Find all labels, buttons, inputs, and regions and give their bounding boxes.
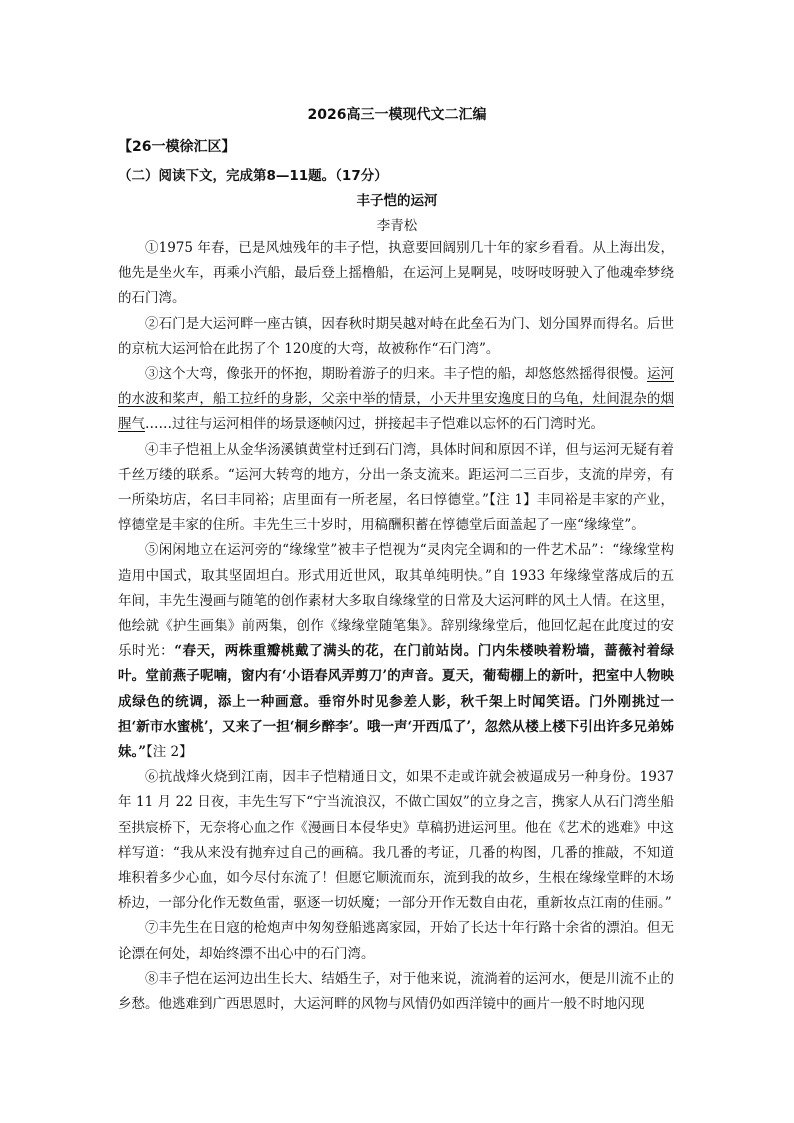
article-body <box>118 236 674 1017</box>
paragraph-3-tail: ……过往与运河相伴的场景逐帧闪过，拼接起丰子恺难以忘怀的石门湾时光。 <box>145 416 604 433</box>
paragraph-4: ④丰子恺祖上从金华汤溪镇黄堂村迁到石门湾，具体时间和原因不详，但与运河无疑有着千丝万缕的联系。“运河大转弯的地方，分出一条支流来。距运河二三百步，支流的岸旁，有一所染坊店，名曰丰同裕；店里面有一所老屋，名曰惇德堂。”【注 1】丰同裕是丰家的产业，惇德堂是丰家的住所。丰先生三十岁时，用稿酬积蓄在惇德堂后面盖起了一座“缘缘堂”。 <box>118 441 674 534</box>
document-title: 2026高三一模现代文二汇编 <box>307 107 487 123</box>
question-instructions: （二）阅读下文，完成第8—11题。（17分） <box>118 168 388 184</box>
section-tag: 【26一模徐汇区】 <box>118 139 236 155</box>
paragraph-2: ②石门是大运河畔一座古镇，因春秋时期吴越对峙在此垒石为门、划分国界而得名。后世的京杭大运河恰在此拐了个 120度的大弯，故被称作“石门湾”。 <box>118 315 674 357</box>
paragraph-3 <box>118 362 674 438</box>
paragraph-7: ⑦丰先生在日寇的枪炮声中匆匆登船逃离家园，开始了长达十年行路十余省的漂泊。但无论漂在何处，却始终漂不出心中的石门湾。 <box>118 920 674 962</box>
paragraph-1: ①1975 年春，已是风烛残年的丰子恺，执意要回阔别几十年的家乡看看。从上海出发，他先是坐火车，再乘小汽船，最后登上摇橹船，在运河上晃啊晃，吱呀吱呀驶入了他魂牵梦绕的石门湾。 <box>118 240 674 307</box>
article-author: 李青松 <box>376 218 418 234</box>
paragraph-5-lead: ⑤闲闲地立在运河旁的“缘缘堂”被丰子恺视为“灵肉完全调和的一件艺术品”：“缘缘堂构造用中国式，取其坚固坦白。形式用近世风，取其单纯明快。”自 1933 年缘缘堂落成后的五年间，丰先生漫画与随笔的创作素材大多取自缘缘堂的日常及大运河畔的风土人情。在这里，他绘就《护生画集》前两集，创作《缘缘堂随笔集》。辞别缘缘堂后，他回忆起在此度过的安乐时光： <box>118 542 674 660</box>
bold-quotation: “春天，两株重瓣桃戴了满头的花，在门前站岗。门内朱楼映着粉墙，蔷薇衬着绿叶。堂前燕子呢喃，窗内有‘小语春风弄剪刀’的声音。夏天，葡萄棚上的新叶，把室中人物映成绿色的统调，添上一种画意。垂帘外时见参差人影，秋千架上时闻笑语。门外刚挑过一担‘新市水蜜桃’，又来了一担‘桐乡醉李’。哦一声‘开西瓜了’，忽然从楼上楼下引出许多兄弟姊妹。” <box>118 643 675 761</box>
paragraph-6: ⑥抗战烽火烧到江南，因丰子恺精通日文，如果不走或许就会被逼成另一种身份。1937 年 11 月 22 日夜，丰先生写下“宁当流浪汉，不做亡国奴”的立身之言，携家人从石门湾坐船至拱宸桥下，无奈将心血之作《漫画日本侵华史》草稿扔进运河里。他在《艺术的逃难》中这样写道：“我从来没有抛弃过自己的画稿。我几番的考证，几番的构图，几番的推敲，不知道堆积着多少心血，如今尽付东流了！但愿它顺流而东，流到我的故乡，生根在缘缘堂畔的木场桥边，一部分化作无数鱼雷，驱逐一切妖魔；一部分开作无数自由花，重新妆点江南的佳丽。” <box>118 769 674 912</box>
article-title: 丰子恺的运河 <box>356 193 438 209</box>
underlined-sentence: 运河的水波和桨声，船工拉纤的身影，父亲中举的情景，小天井里安逸度日的乌龟，灶间混杂的烟腥气 <box>118 366 675 433</box>
paragraph-5 <box>118 538 674 765</box>
note-2-ref: 【注 2】 <box>146 744 193 761</box>
paragraph-3-lead: ③这个大弯，像张开的怀抱，期盼着游子的归来。丰子恺的船，却悠悠然摇得很慢。 <box>145 366 647 383</box>
paragraph-8: ⑧丰子恺在运河边出生长大、结婚生子，对于他来说，流淌着的运河水，便是川流不止的乡愁。他逃难到广西思恩时，大运河畔的风物与风情仍如西洋镜中的画片一般不时地闪现 <box>118 970 674 1013</box>
